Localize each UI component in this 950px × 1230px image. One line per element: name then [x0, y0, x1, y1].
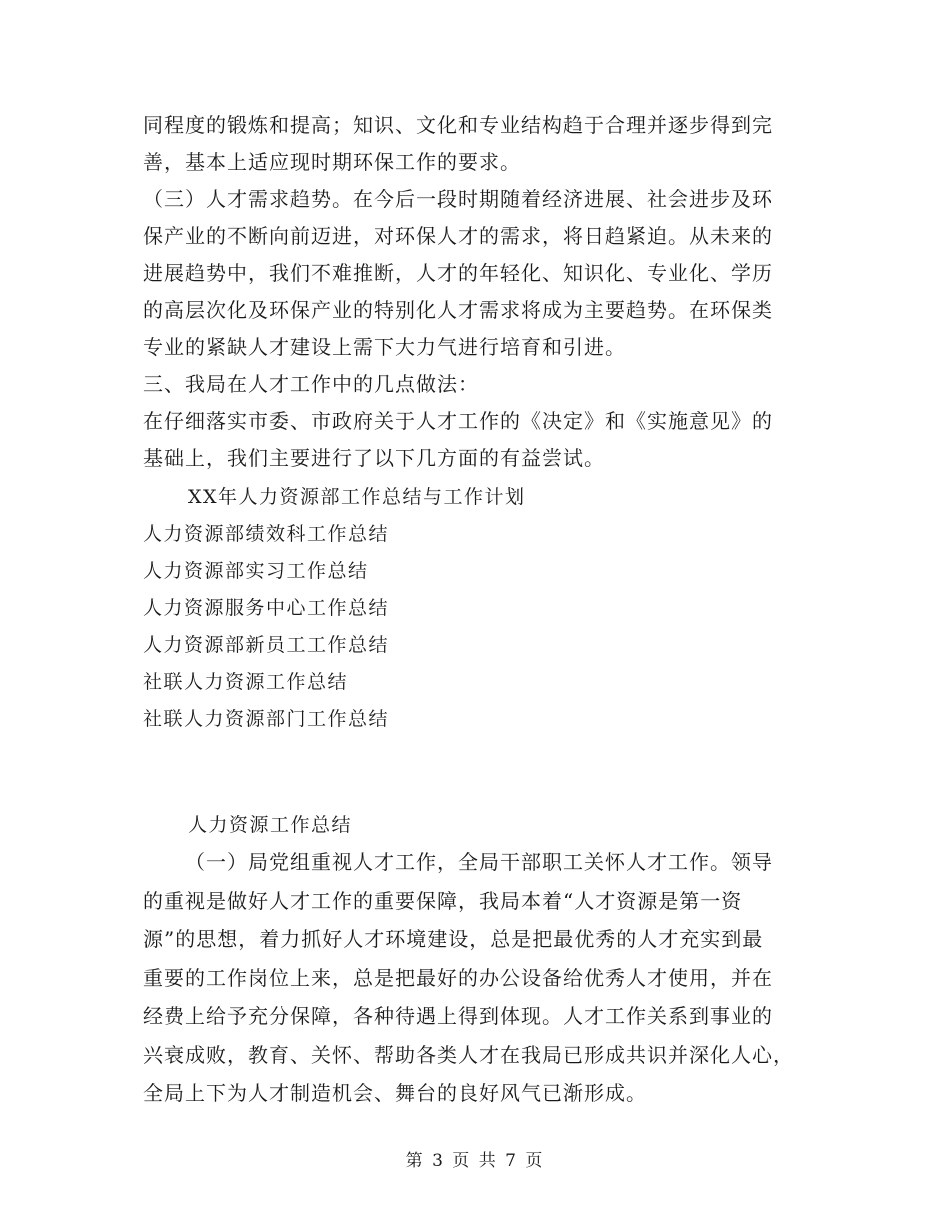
paragraph-line: （三）人才需求趋势。在今后一段时期随着经济进展、社会进步及环	[143, 187, 773, 211]
paragraph-line: 经费上给予充分保障，各种待遇上得到体现。人才工作关系到事业的	[143, 1004, 773, 1028]
summary-title: 人力资源工作总结	[188, 814, 353, 836]
paragraph-line: 保产业的不断向前迈进，对环保人才的需求，将日趋紧迫。从未来的	[143, 224, 773, 248]
related-item: 人力资源部绩效科工作总结	[143, 523, 390, 545]
paragraph-line: 进展趋势中，我们不难推断，人才的年轻化、知识化、专业化、学历	[143, 261, 773, 285]
paragraph-line: 源”的思想，着力抓好人才环境建设，总是把最优秀的人才充实到最	[143, 927, 764, 951]
page-number-footer: 第 3 页 共 7 页	[405, 1151, 545, 1171]
paragraph-line: 善，基本上适应现时期环保工作的要求。	[143, 150, 521, 174]
paragraph-line: 基础上，我们主要进行了以下几方面的有益尝试。	[143, 446, 605, 470]
paragraph-line: 在仔细落实市委、市政府关于人才工作的《决定》和《实施意见》的	[143, 409, 773, 433]
summary-title-block	[143, 807, 823, 844]
paragraph-line: 全局上下为人才制造机会、舞台的良好风气已渐形成。	[143, 1081, 647, 1105]
related-item: 社联人力资源部门工作总结	[143, 708, 390, 730]
related-item: 人力资源部新员工工作总结	[143, 634, 390, 656]
paragraph-line: 兴衰成败，教育、关怀、帮助各类人才在我局已形成共识并深化人心，	[143, 1042, 794, 1067]
summary-body	[143, 843, 823, 1113]
paragraph-line: 的重视是做好人才工作的重要保障，我局本着“人才资源是第一资	[143, 888, 743, 913]
paragraph-line: 重要的工作岗位上来，总是把最好的办公设备给优秀人才使用，并在	[143, 965, 773, 990]
paragraph-line: 同程度的锻炼和提高；知识、文化和专业结构趋于合理并逐步得到完	[143, 113, 773, 137]
related-articles-list	[143, 479, 823, 738]
related-item: 社联人力资源工作总结	[143, 671, 349, 693]
paragraph-line: （一）局党组重视人才工作，全局干部职工关怀人才工作。领导	[185, 850, 773, 874]
related-item: 人力资源服务中心工作总结	[143, 597, 390, 619]
section-heading: 三、我局在人才工作中的几点做法：	[143, 372, 479, 396]
body-text-top	[143, 107, 823, 477]
related-heading: XX年人力资源部工作总结与工作计划	[188, 486, 526, 508]
related-item: 人力资源部实习工作总结	[143, 560, 369, 582]
paragraph-line: 的高层次化及环保产业的特别化人才需求将成为主要趋势。在环保类	[143, 298, 773, 322]
paragraph-line: 专业的紧缺人才建设上需下大力气进行培育和引进。	[143, 335, 626, 359]
